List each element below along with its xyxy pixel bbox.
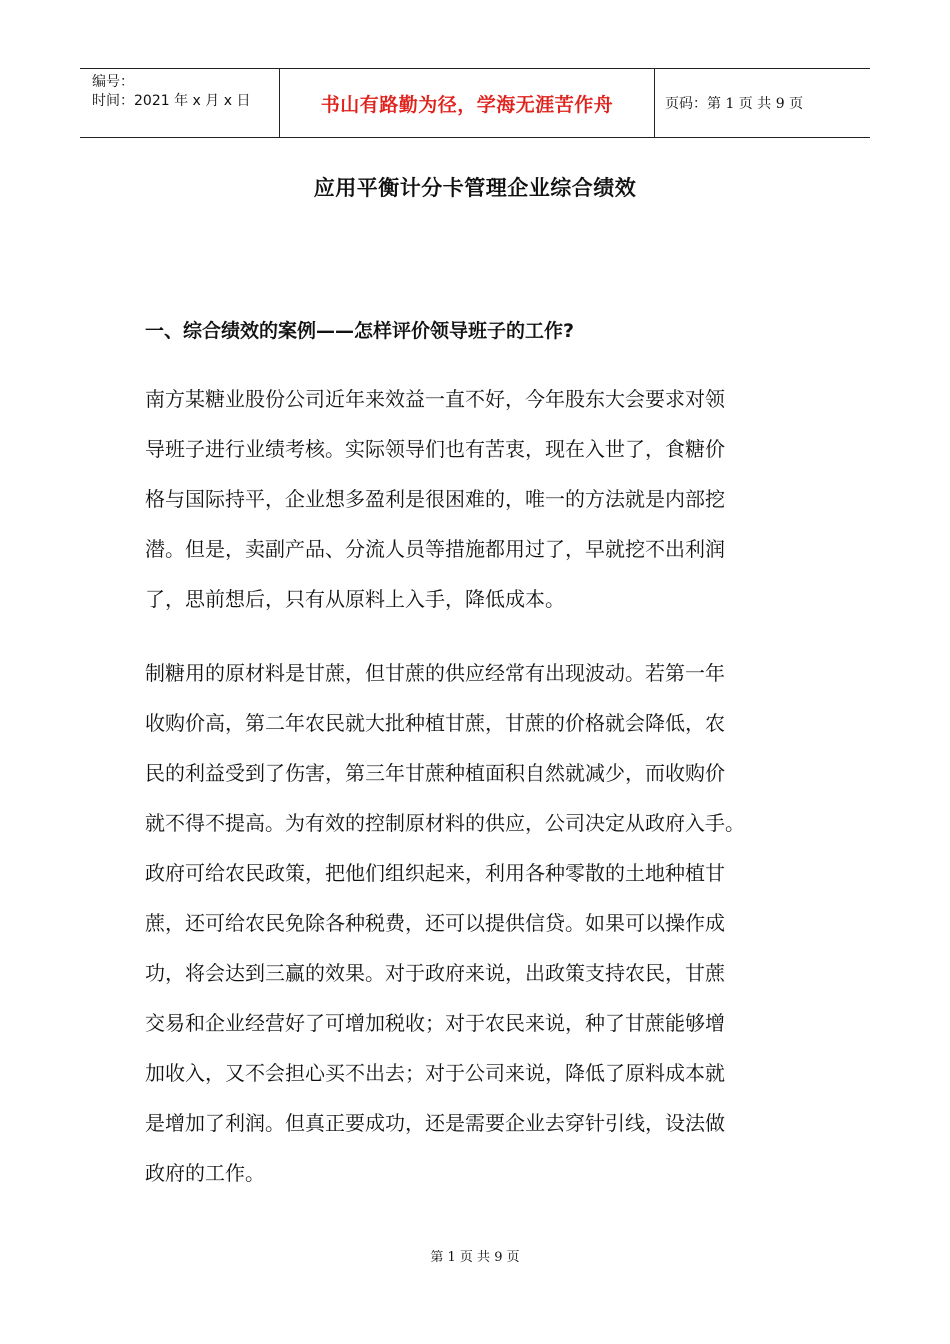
paragraph-2: [145, 648, 810, 1198]
number-label: 编号：: [92, 74, 134, 90]
document-title: 应用平衡计分卡管理企业综合绩效: [313, 176, 637, 200]
section-heading: 一、综合绩效的案例——怎样评价领导班子的工作?: [145, 320, 575, 342]
page-footer: 第 1 页 共 9 页: [430, 1250, 520, 1265]
paragraph-line: 政府的工作。: [145, 1161, 265, 1185]
paragraph-line: 功，将会达到三赢的效果。对于政府来说，出政策支持农民，甘蔗: [145, 961, 725, 985]
paragraph-line: 收购价高，第二年农民就大批种植甘蔗，甘蔗的价格就会降低，农: [145, 711, 725, 735]
paragraph-line: 南方某糖业股份公司近年来效益一直不好，今年股东大会要求对领: [145, 387, 725, 411]
paragraph-line: 交易和企业经营好了可增加税收；对于农民来说，种了甘蔗能够增: [145, 1011, 725, 1035]
paragraph-line: 了，思前想后，只有从原料上入手，降低成本。: [145, 587, 565, 611]
paragraph-line: 加收入，又不会担心买不出去；对于公司来说，降低了原料成本就: [145, 1061, 725, 1085]
paragraph-line: 蔗，还可给农民免除各种税费，还可以提供信贷。如果可以操作成: [145, 911, 725, 935]
paragraph-line: 潜。但是，卖副产品、分流人员等措施都用过了，早就挖不出利润: [145, 537, 725, 561]
paragraph-line: 就不得不提高。为有效的控制原材料的供应，公司决定从政府入手。: [145, 811, 745, 835]
header-motto: 书山有路勤为径，学海无涯苦作舟: [280, 69, 655, 137]
header-meta: [80, 69, 280, 137]
paragraph-line: 政府可给农民政策，把他们组织起来，利用各种零散的土地种植甘: [145, 861, 725, 885]
document-header: [80, 68, 870, 138]
paragraph-line: 导班子进行业绩考核。实际领导们也有苦衷，现在入世了，食糖价: [145, 437, 725, 461]
date-label: 时间：2021 年 x 月 x 日: [92, 93, 251, 109]
paragraph-line: 格与国际持平，企业想多盈利是很困难的，唯一的方法就是内部挖: [145, 487, 725, 511]
header-page-label: 页码：第 1 页 共 9 页: [665, 96, 804, 112]
paragraph-line: 是增加了利润。但真正要成功，还是需要企业去穿针引线，设法做: [145, 1111, 725, 1135]
paragraph-1: [145, 374, 810, 624]
paragraph-line: 制糖用的原材料是甘蔗，但甘蔗的供应经常有出现波动。若第一年: [145, 661, 725, 685]
paragraph-line: 民的利益受到了伤害，第三年甘蔗种植面积自然就减少，而收购价: [145, 761, 725, 785]
